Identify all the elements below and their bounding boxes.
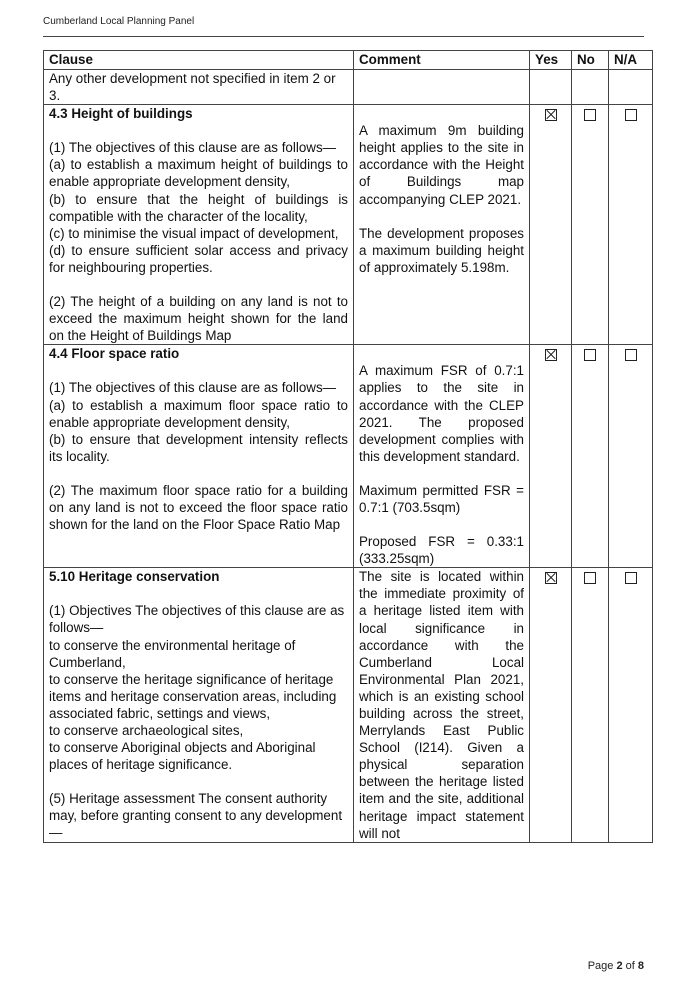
yes-checkbox[interactable] xyxy=(545,109,557,121)
yes-cell xyxy=(530,568,572,843)
clause-cell xyxy=(44,345,354,568)
clause-text: (a) to establish a maximum floor space ratio to enable appropriate development density, xyxy=(49,397,348,430)
clause-cell: Any other development not specified in item 2 or 3. xyxy=(44,70,354,105)
comment-cell xyxy=(354,345,530,568)
table-row xyxy=(44,105,653,345)
clause-cell xyxy=(44,568,354,843)
clause-text: (1) The objectives of this clause are as follows— xyxy=(49,140,337,156)
clause-text: (5) Heritage assessment The consent authority may, before granting consent to any development— xyxy=(49,791,343,841)
comment-text: Proposed FSR = 0.33:1 (333.25sqm) xyxy=(359,534,524,567)
no-checkbox[interactable] xyxy=(584,572,596,584)
footer-prefix: Page xyxy=(587,960,617,972)
na-cell xyxy=(609,568,653,843)
yes-cell xyxy=(530,345,572,568)
header-no: No xyxy=(572,51,609,70)
comment-cell xyxy=(354,568,530,843)
page-footer xyxy=(588,960,644,972)
page-total: 8 xyxy=(637,960,644,972)
clause-text: (b) to ensure that the height of buildings is compatible with the character of the locality, xyxy=(49,191,348,224)
table-row xyxy=(44,345,653,568)
yes-checkbox[interactable] xyxy=(545,572,557,584)
clause-text: to conserve Aboriginal objects and Aboriginal places of heritage significance. xyxy=(49,740,316,773)
table-header-row xyxy=(44,51,653,70)
clause-cell xyxy=(44,105,354,345)
table-row xyxy=(44,568,653,843)
clause-title: 4.3 Height of buildings xyxy=(49,106,193,122)
clause-text: to conserve the environmental heritage of Cumberland, xyxy=(49,637,296,670)
comment-text: Maximum permitted FSR = 0.7:1 (703.5sqm) xyxy=(359,482,524,515)
header-na: N/A xyxy=(609,51,653,70)
no-checkbox[interactable] xyxy=(584,349,596,361)
clause-text: to conserve archaeological sites, xyxy=(49,723,244,738)
comment-cell xyxy=(354,105,530,345)
no-cell xyxy=(572,568,609,843)
assessment-table xyxy=(43,50,653,843)
clause-text: (2) The maximum floor space ratio for a building on any land is not to exceed the floor space ratio shown for the land on the Floor Space Ratio Map xyxy=(49,482,348,533)
header-yes: Yes xyxy=(530,51,572,70)
clause-text: (2) The height of a building on any land is not to exceed the maximum height shown for the land on the Height of Buildings Map xyxy=(49,294,348,344)
comment-text: The site is located within the immediate proximity of a heritage listed item with local significance in accordance with the Cumberland Local Environmental Plan 2021, which is an existing school building across the street, Merrylands East Public School (I214). Given a physical separation between the heritage listed item and the site, additional heritage impact statement will not xyxy=(359,569,524,841)
footer-middle: of xyxy=(622,960,638,972)
clause-text: (b) to ensure that development intensity reflects its locality. xyxy=(49,431,348,464)
clause-text: (1) The objectives of this clause are as follows— xyxy=(49,380,337,396)
na-cell xyxy=(609,70,653,105)
header-clause: Clause xyxy=(44,51,354,70)
page-number: 2 xyxy=(616,960,623,972)
table-row xyxy=(44,70,653,105)
na-checkbox[interactable] xyxy=(625,572,637,584)
na-cell xyxy=(609,105,653,345)
yes-cell xyxy=(530,70,572,105)
header-divider xyxy=(43,36,644,37)
clause-text: (1) Objectives The objectives of this clause are as follows— xyxy=(49,603,345,636)
yes-cell xyxy=(530,105,572,345)
comment-text: A maximum 9m building height applies to the site in accordance with the Height of Buildings map accompanying CLEP 2021. xyxy=(359,123,524,207)
comment-text: The development proposes a maximum building height of approximately 5.198m. xyxy=(359,225,524,275)
clause-text: (d) to ensure sufficient solar access and privacy for neighbouring properties. xyxy=(49,242,348,275)
yes-checkbox[interactable] xyxy=(545,349,557,361)
comment-cell xyxy=(354,70,530,105)
page-header: Cumberland Local Planning Panel xyxy=(43,16,195,27)
no-cell xyxy=(572,345,609,568)
clause-text: (a) to establish a maximum height of buildings to enable appropriate development density, xyxy=(49,157,348,190)
no-cell xyxy=(572,70,609,105)
na-checkbox[interactable] xyxy=(625,349,637,361)
clause-text: to conserve the heritage significance of heritage items and heritage conservation areas, including associated fabric, settings and views, xyxy=(49,671,337,721)
na-checkbox[interactable] xyxy=(625,109,637,121)
na-cell xyxy=(609,345,653,568)
clause-title: 4.4 Floor space ratio xyxy=(49,346,180,362)
comment-text: A maximum FSR of 0.7:1 applies to the site in accordance with the CLEP 2021. The proposed development complies with this development standard. xyxy=(359,363,524,464)
no-cell xyxy=(572,105,609,345)
header-comment: Comment xyxy=(354,51,530,70)
clause-title: 5.10 Heritage conservation xyxy=(49,569,220,585)
clause-text: (c) to minimise the visual impact of development, xyxy=(49,225,339,241)
no-checkbox[interactable] xyxy=(584,109,596,121)
